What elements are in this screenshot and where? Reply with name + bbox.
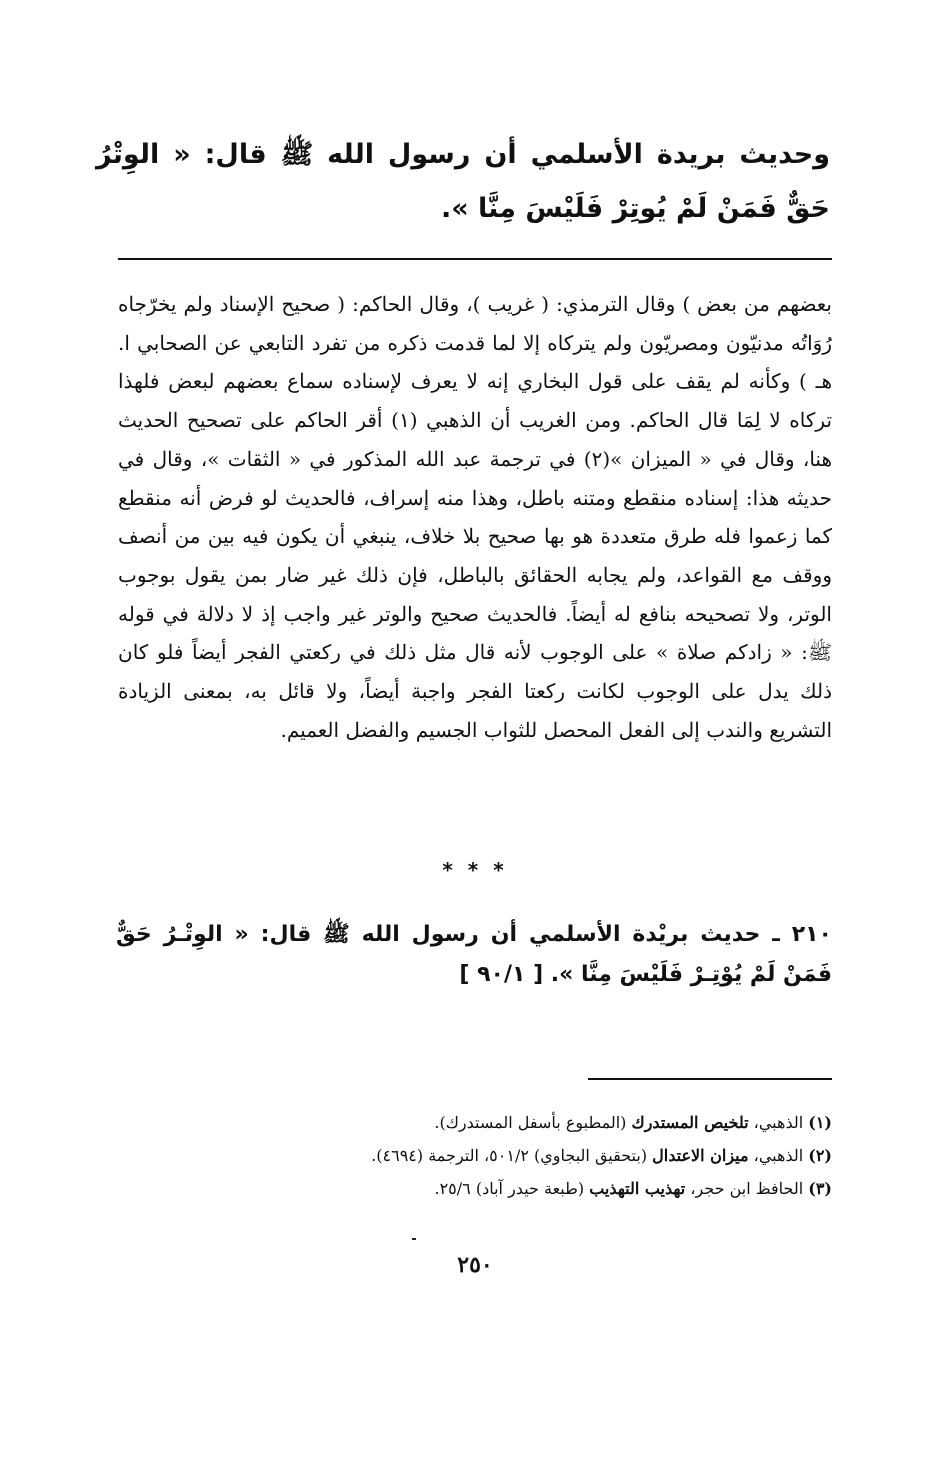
hadith-entry	[116, 915, 832, 995]
footnote-author: الذهبي،	[753, 1113, 804, 1132]
section-separator: * * *	[442, 858, 508, 882]
hadith-text: ـ حديث بريْدة الأسلمي أن رسول الله ﷺ قال: « الوِتْـرُ حَقٌّ فَمَنْ لَمْ يُوْتِـرْ فَلَيْسَ مِنَّا ». [ ٩٠/١ ]	[116, 922, 832, 987]
hadith-paragraph	[116, 915, 832, 995]
footnote-item	[118, 1139, 832, 1172]
footnote-details: (المطبوع بأسفل المستدرك).	[434, 1113, 627, 1132]
top-hadith-text: وحديث بريدة الأسلمي أن رسول الله ﷺ قال: « الوِتْرُ حَقٌّ فَمَنْ لَمْ يُوتِرْ فَلَيْسَ مِنَّا ».	[96, 139, 830, 224]
footnote-title: ميزان الاعتدال	[652, 1146, 749, 1165]
hadith-number: ٢١٠	[791, 922, 832, 947]
commentary-block	[118, 285, 832, 749]
footnote-title: تهذيب التهذيب	[589, 1179, 686, 1198]
footnote-number: (٣)	[808, 1179, 832, 1198]
footnotes	[118, 1106, 832, 1205]
commentary-paragraph: بعضهم من بعض ) وقال الترمذي: ( غريب )، وقال الحاكم: ( صحيح الإسناد ولم يخرّجاه رُوَاتُه مدنيّون ومصريّون ولم يتركاه إلا لما قدمت ذكره من تفرد التابعي عن الصحابي ا. هـ ) وكأنه لم يقف على قول البخاري إنه لا يعرف لإسناده سماع بعضهم لبعض فلهذا تركاه لا لِمَا قال الحاكم. ومن الغريب أن الذهبي (١) أقر الحاكم على تصحيح الحديث هنا، وقال في « الميزان »(٢) في ترجمة عبد الله المذكور في « الثقات »، وقال في حديثه هذا: إسناده منقطع ومتنه باطل، وهذا منه إسراف، فالحديث لو فرض أنه منقطع كما زعموا فله طرق متعددة هو بها صحيح بلا خلاف، ينبغي أن يكون فيه بين من أنصف ووقف مع القواعد، ولم يجابه الحقائق بالباطل، فإن ذلك غير ضار بمن يقول بوجوب الوتر، ولا تصحيحه بنافع له أيضاً. فالحديث صحيح والوتر غير واجب إذ لا دلالة في قوله ﷺ: « زادكم صلاة » على الوجوب لأنه قال مثل ذلك في ركعتي الفجر أيضاً فلو كان ذلك يدل على الوجوب لكانت ركعتا الفجر واجبة أيضاً، ولا قائل به، بمعنى الزيادة التشريع والندب إلى الفعل المحصل للثواب الجسيم والفضل العميم.	[118, 292, 833, 742]
print-mark	[412, 1238, 416, 1240]
footnote-number: (٢)	[808, 1146, 832, 1165]
footnote-number: (١)	[808, 1113, 832, 1132]
footnote-item	[118, 1106, 832, 1139]
footnote-author: الحافظ ابن حجر،	[690, 1179, 804, 1198]
footnote-details: (بتحقيق البجاوي) ٥٠١/٢، الترجمة (٤٦٩٤).	[371, 1146, 648, 1165]
footnote-title: تلخيص المستدرك	[631, 1113, 749, 1132]
page-number: ٢٥٠	[457, 1252, 493, 1278]
section-divider	[118, 258, 832, 260]
footnote-details: (طبعة حيدر آباد) ٢٥/٦.	[434, 1179, 585, 1198]
footnote-divider	[588, 1078, 832, 1080]
footnote-author: الذهبي،	[753, 1146, 804, 1165]
footnote-item	[118, 1172, 832, 1205]
